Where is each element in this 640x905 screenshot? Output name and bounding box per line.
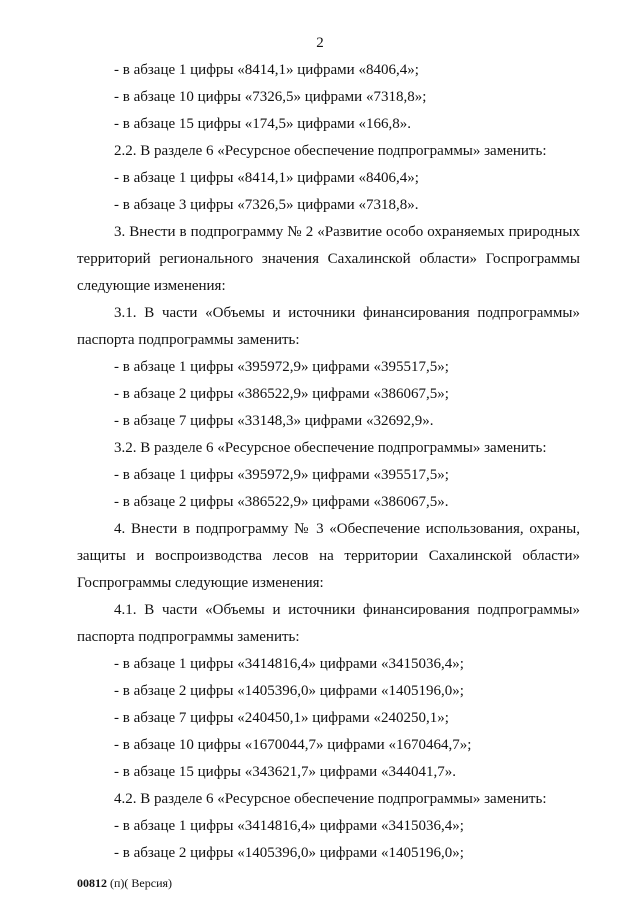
text-line: - в абзаце 10 цифры «1670044,7» цифрами «1670464,7»; [114,737,472,753]
text-line: 3. Внести в подпрограмму № 2 «Развитие особо охраняемых природных [114,224,580,240]
text-line: 4.2. В разделе 6 «Ресурсное обеспечение подпрограммы» заменить: [114,791,547,807]
text-line: паспорта подпрограммы заменить: [77,629,300,645]
text-line: - в абзаце 3 цифры «7326,5» цифрами «7318,8». [114,197,419,213]
text-line: - в абзаце 1 цифры «8414,1» цифрами «8406,4»; [114,62,419,78]
page-number: 2 [316,35,324,51]
text-line: - в абзаце 7 цифры «33148,3» цифрами «32692,9». [114,413,434,429]
text-line: паспорта подпрограммы заменить: [77,332,300,348]
text-line: - в абзаце 1 цифры «3414816,4» цифрами «3415036,4»; [114,656,464,672]
text-line: - в абзаце 7 цифры «240450,1» цифрами «240250,1»; [114,710,449,726]
text-line: 3.2. В разделе 6 «Ресурсное обеспечение подпрограммы» заменить: [114,440,547,456]
text-line: 4. Внести в подпрограмму № 3 «Обеспечение использования, охраны, [114,521,580,537]
text-line: - в абзаце 15 цифры «343621,7» цифрами «344041,7». [114,764,456,780]
text-line: 3.1. В части «Объемы и источники финансирования подпрограммы» [114,305,580,321]
text-line: - в абзаце 2 цифры «386522,9» цифрами «386067,5». [114,494,449,510]
text-line: - в абзаце 2 цифры «1405396,0» цифрами «1405196,0»; [114,683,464,699]
text-line: - в абзаце 2 цифры «386522,9» цифрами «386067,5»; [114,386,449,402]
text-line: - в абзаце 2 цифры «1405396,0» цифрами «1405196,0»; [114,845,464,861]
document-code: 00812 [77,876,107,890]
text-line: территорий регионального значения Сахалинской области» Госпрограммы [77,251,580,267]
text-line: - в абзаце 1 цифры «395972,9» цифрами «395517,5»; [114,467,449,483]
document-version: (п)( Версия) [110,876,173,890]
text-line: - в абзаце 1 цифры «3414816,4» цифрами «3415036,4»; [114,818,464,834]
text-line: - в абзаце 15 цифры «174,5» цифрами «166,8». [114,116,411,132]
document-footer [77,876,172,891]
text-line: - в абзаце 1 цифры «8414,1» цифрами «8406,4»; [114,170,419,186]
text-line: 4.1. В части «Объемы и источники финансирования подпрограммы» [114,602,580,618]
text-line: - в абзаце 1 цифры «395972,9» цифрами «395517,5»; [114,359,449,375]
text-line: - в абзаце 10 цифры «7326,5» цифрами «7318,8»; [114,89,427,105]
text-line: следующие изменения: [77,278,226,294]
text-line: 2.2. В разделе 6 «Ресурсное обеспечение подпрограммы» заменить: [114,143,547,159]
text-line: защиты и воспроизводства лесов на территории Сахалинской области» [77,548,580,564]
text-line: Госпрограммы следующие изменения: [77,575,324,591]
